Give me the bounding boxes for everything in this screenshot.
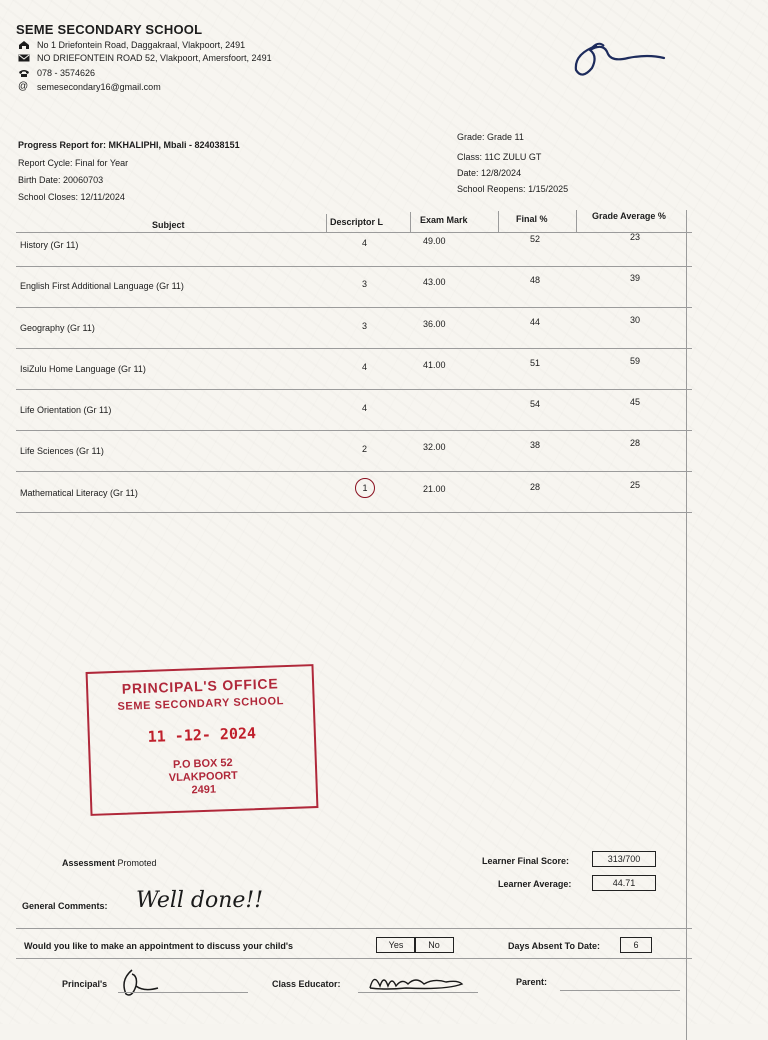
cell-descriptor-circled: 1: [355, 478, 375, 498]
cycle-value: Final for Year: [75, 158, 129, 168]
cell-descriptor: 2: [362, 444, 368, 454]
cell-final: 52: [530, 234, 541, 244]
postal-text: NO DRIEFONTEIN ROAD 52, Vlakpoort, Amersfoort, 2491: [37, 53, 272, 63]
cell-subject: IsiZulu Home Language (Gr 11): [20, 364, 146, 374]
stamp-address: [91, 754, 316, 801]
average-box: 44.71: [592, 875, 656, 891]
cell-exam: 32.00: [423, 442, 446, 452]
signature-line: [118, 992, 248, 993]
report-cycle-line: [18, 158, 128, 168]
cell-subject: Geography (Gr 11): [20, 323, 95, 333]
cell-subject: Mathematical Literacy (Gr 11): [20, 488, 138, 498]
closes-value: 12/11/2024: [80, 192, 125, 202]
cell-average: 45: [630, 397, 641, 407]
table-row: [16, 375, 692, 416]
cell-average: 23: [630, 232, 641, 242]
cell-exam: 43.00: [423, 277, 446, 287]
grade-label: Grade:: [457, 132, 485, 142]
grid-line: [16, 512, 692, 513]
table-row: [16, 210, 692, 251]
table-row: [16, 458, 692, 499]
reopens-line: [457, 184, 568, 194]
cell-average: 30: [630, 315, 641, 325]
cell-descriptor: 3: [362, 321, 368, 331]
grid-line: [16, 958, 692, 959]
closes-label: School Closes:: [18, 192, 79, 202]
cell-descriptor: 3: [362, 279, 368, 289]
table-row: [16, 416, 692, 457]
header-subject: Subject: [152, 220, 185, 230]
progress-value: MKHALIPHI, Mbali - 824038151: [108, 140, 240, 150]
header-exam: Exam Mark: [420, 215, 468, 225]
cell-average: 28: [630, 438, 641, 448]
signature-line: [358, 992, 478, 993]
contact-postal: [18, 53, 272, 63]
cell-final: 44: [530, 317, 541, 327]
phone-text: 078 - 3574626: [37, 68, 96, 78]
progress-label: Progress Report for:: [18, 140, 107, 150]
no-checkbox[interactable]: No: [414, 937, 454, 953]
comments-handwritten: Well done!!: [136, 888, 264, 913]
class-label: Class:: [457, 152, 483, 162]
principal-signature: [118, 966, 164, 1000]
house-icon: [18, 40, 31, 50]
cell-final: 54: [530, 399, 541, 409]
assessment-value: Promoted: [117, 858, 157, 868]
contact-phone: [18, 68, 95, 78]
cell-descriptor: 4: [362, 362, 368, 372]
cell-exam: 36.00: [423, 319, 446, 329]
contact-email: [18, 82, 161, 92]
cell-average: 25: [630, 480, 641, 490]
grid-line: [16, 928, 692, 929]
appointment-question: Would you like to make an appointment to discuss your child's: [24, 941, 294, 951]
stamp-code: 2491: [191, 783, 217, 797]
final-score-box: 313/700: [592, 851, 656, 867]
table-row: [16, 293, 692, 334]
header-descriptor: Descriptor L: [330, 217, 384, 227]
cell-final: 28: [530, 482, 541, 492]
cell-average: 59: [630, 356, 641, 366]
at-icon: @: [18, 81, 29, 92]
reopens-value: 1/15/2025: [528, 184, 569, 194]
cell-subject: History (Gr 11): [20, 240, 79, 250]
cell-final: 38: [530, 440, 541, 450]
header-grade-average: Grade Average %: [592, 211, 666, 221]
stamp-town: VLAKPOORT: [168, 769, 239, 785]
assessment-line: [62, 858, 157, 868]
assessment-label: Assessment: [62, 858, 116, 868]
date-line: [457, 168, 521, 178]
progress-report-line: [18, 140, 240, 150]
cell-subject: Life Orientation (Gr 11): [20, 405, 112, 415]
stamp-title: PRINCIPAL'S OFFICE: [121, 675, 279, 697]
parent-label: Parent:: [516, 977, 548, 987]
contact-address: [18, 40, 245, 50]
principal-office-stamp: [86, 664, 319, 816]
birth-date-line: [18, 175, 103, 185]
absent-label: Days Absent To Date:: [508, 941, 601, 951]
class-value: 11C ZULU GT: [484, 152, 542, 162]
table-row: [16, 251, 692, 292]
cell-descriptor: 4: [362, 403, 368, 413]
envelope-icon: [18, 53, 31, 63]
class-line: [457, 152, 541, 162]
average-label: Learner Average:: [498, 879, 572, 889]
cell-average: 39: [630, 273, 641, 283]
cell-final: 48: [530, 275, 541, 285]
principal-label: Principal's: [62, 979, 108, 989]
address-text: No 1 Driefontein Road, Daggakraal, Vlakpoort, 2491: [37, 40, 246, 50]
cell-exam: 21.00: [423, 484, 446, 494]
school-closes-line: [18, 192, 125, 202]
date-value: 12/8/2024: [481, 168, 522, 178]
stamp-school: SEME SECONDARY SCHOOL: [117, 695, 285, 713]
cell-descriptor: 4: [362, 238, 368, 248]
birth-value: 20060703: [63, 175, 104, 185]
signature-top: [568, 36, 678, 86]
reopens-label: School Reopens:: [457, 184, 526, 194]
grade-value: Grade 11: [487, 132, 524, 142]
absent-box: 6: [620, 937, 652, 953]
stamp-box: P.O BOX 52: [172, 756, 233, 772]
cell-final: 51: [530, 358, 541, 368]
date-label: Date:: [457, 168, 479, 178]
grade-line: [457, 132, 524, 142]
yes-checkbox[interactable]: Yes: [376, 937, 416, 953]
table-row: [16, 334, 692, 375]
educator-label: Class Educator:: [272, 979, 341, 989]
cycle-label: Report Cycle:: [18, 158, 73, 168]
birth-label: Birth Date:: [18, 175, 61, 185]
cell-subject: Life Sciences (Gr 11): [20, 446, 104, 456]
cell-exam: 49.00: [423, 236, 446, 246]
phone-icon: [18, 68, 31, 78]
final-score-label: Learner Final Score:: [482, 856, 570, 866]
school-name: SEME SECONDARY SCHOOL: [16, 22, 203, 37]
comments-label: General Comments:: [22, 901, 108, 911]
stamp-date: 11 -12- 2024: [147, 724, 257, 746]
cell-exam: 41.00: [423, 360, 446, 370]
email-text: semesecondary16@gmail.com: [37, 82, 161, 92]
header-final: Final %: [516, 214, 548, 224]
signature-line: [560, 990, 680, 991]
cell-subject: English First Additional Language (Gr 11): [20, 281, 184, 291]
